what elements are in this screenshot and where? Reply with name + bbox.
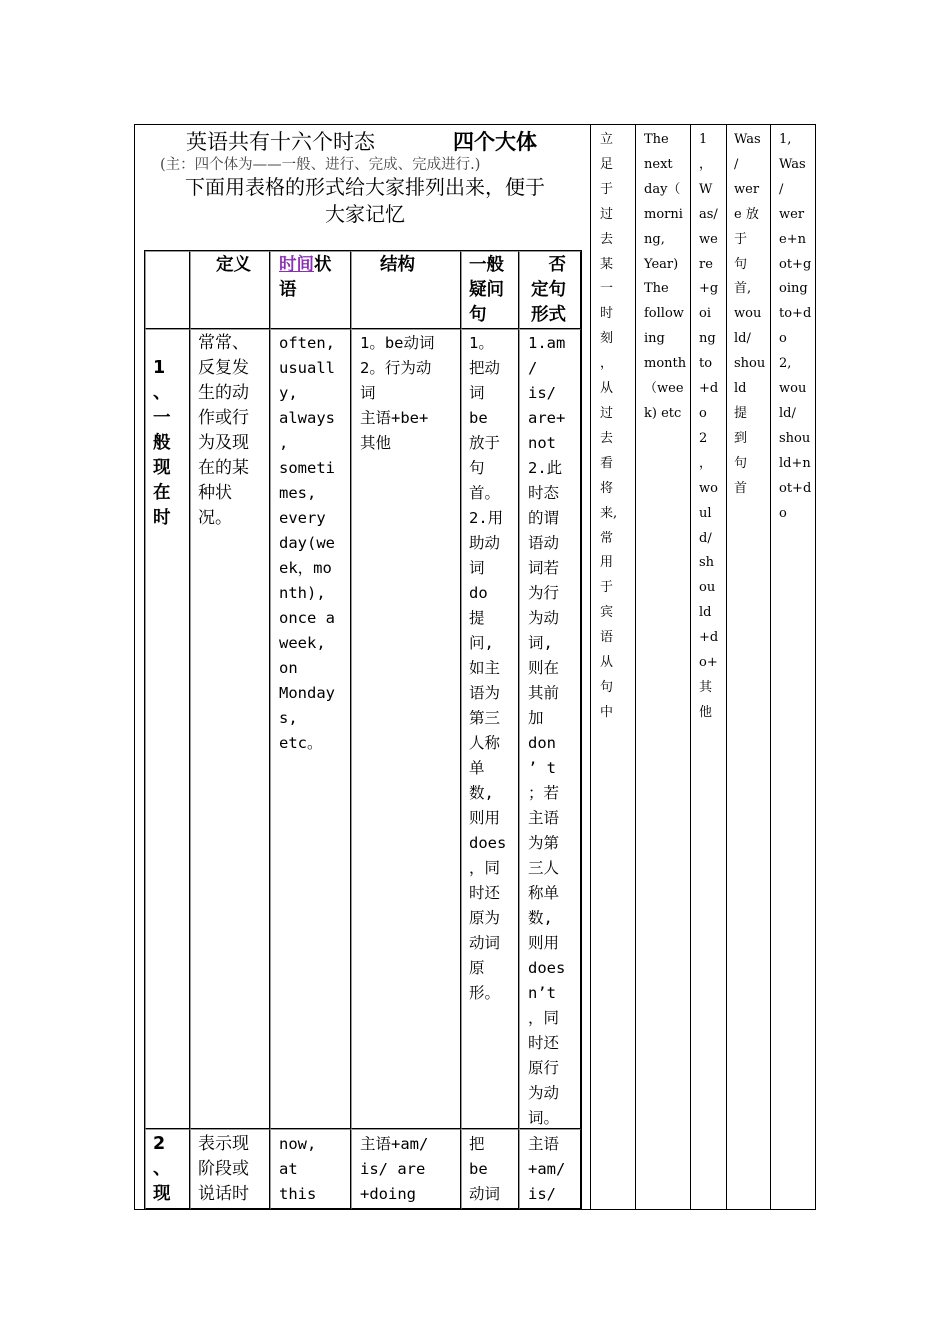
side-col-structure: 1 ， W as/ we re +g oi ng to +d o 2 ， wo ul d/ sh ou ld +d o+ 其 他 (699, 132, 719, 720)
side-col-question: Was / wer e 放 于 句 首, wou ld/ shou ld 提 到 句 首 (734, 132, 766, 496)
header-question: 一般 疑问 句 (469, 255, 504, 325)
row2-question: 把 be 动词 (469, 1135, 501, 1203)
row2-structure: 主语+am/ is/ are +doing (360, 1135, 429, 1203)
column-divider (590, 124, 591, 1210)
header-time: 时间状 语 (279, 255, 332, 300)
header-definition: 定义 (216, 255, 251, 275)
side-col-time-adverbs: The next day（ morni ng, Year) The follow ing month （wee k) etc (644, 132, 687, 421)
row2-definition: 表示现 阶段或 说话时 (198, 1134, 249, 1204)
document-title: 英语共有十六个时态 (186, 130, 375, 154)
column-divider (635, 124, 636, 1210)
time-link[interactable]: 时间 (279, 255, 314, 275)
column-divider (690, 124, 691, 1210)
row2-name: 2 、 现 (153, 1134, 171, 1204)
document-subtitle: 下面用表格的形式给大家排列出来，便于 大家记忆 (185, 175, 545, 226)
side-col-usage: 立 足 于 过 去 某 一 时 刻 ， 从 过 去 看 将 来, 常 用 于 宾 语 从 句 中 (600, 132, 618, 720)
column-divider (726, 124, 727, 1210)
header-structure: 结构 (380, 255, 415, 275)
row1-name: 1 、 一 般 现 在 时 (153, 358, 171, 528)
row1-definition: 常常、 反复发 生的动 作或行 为及现 在的某 种状 况。 (198, 333, 249, 528)
column-divider (770, 124, 771, 1210)
document-note: (主：四个体为——一般、进行、完成、完成进行.) (160, 157, 481, 173)
header-cell-blank (145, 251, 190, 329)
document-title-bold: 四个大体 (453, 130, 537, 154)
header-negative: 否 定句 形式 (531, 255, 566, 325)
row1-question: 1。 把动 词 be 放于 句 首。 2.用 助动 词 do 提 问, 如主 语为 第三 人称 单 数, 则用 does ，同 时还 原为 动词 原 形。 (469, 334, 507, 1002)
side-col-negative: 1, Was / wer e+n ot+g oing to+d o 2, wou ld/ shou ld+n ot+d o (779, 132, 812, 521)
row2-negative: 主语 +am/ is/ (528, 1135, 566, 1203)
row1-negative: 1.am / is/ are+ not 2.此 时态 的谓 语动 词若 为行 为动 词, 则在 其前 加 don ’ t ；若 主语 为第 三人 称单 数, 则用 does n’t ，同 时还 原行 为动 词。 (528, 334, 566, 1127)
row2-time: now, at this (279, 1135, 317, 1203)
row1-time: often, usuall y, always , someti mes, every day(we ek，mo nth), once a week, on Monday s, etc。 (279, 334, 335, 752)
row1-structure: 1。be动词 2。行为动 词 主语+be+ 其他 (360, 334, 435, 452)
